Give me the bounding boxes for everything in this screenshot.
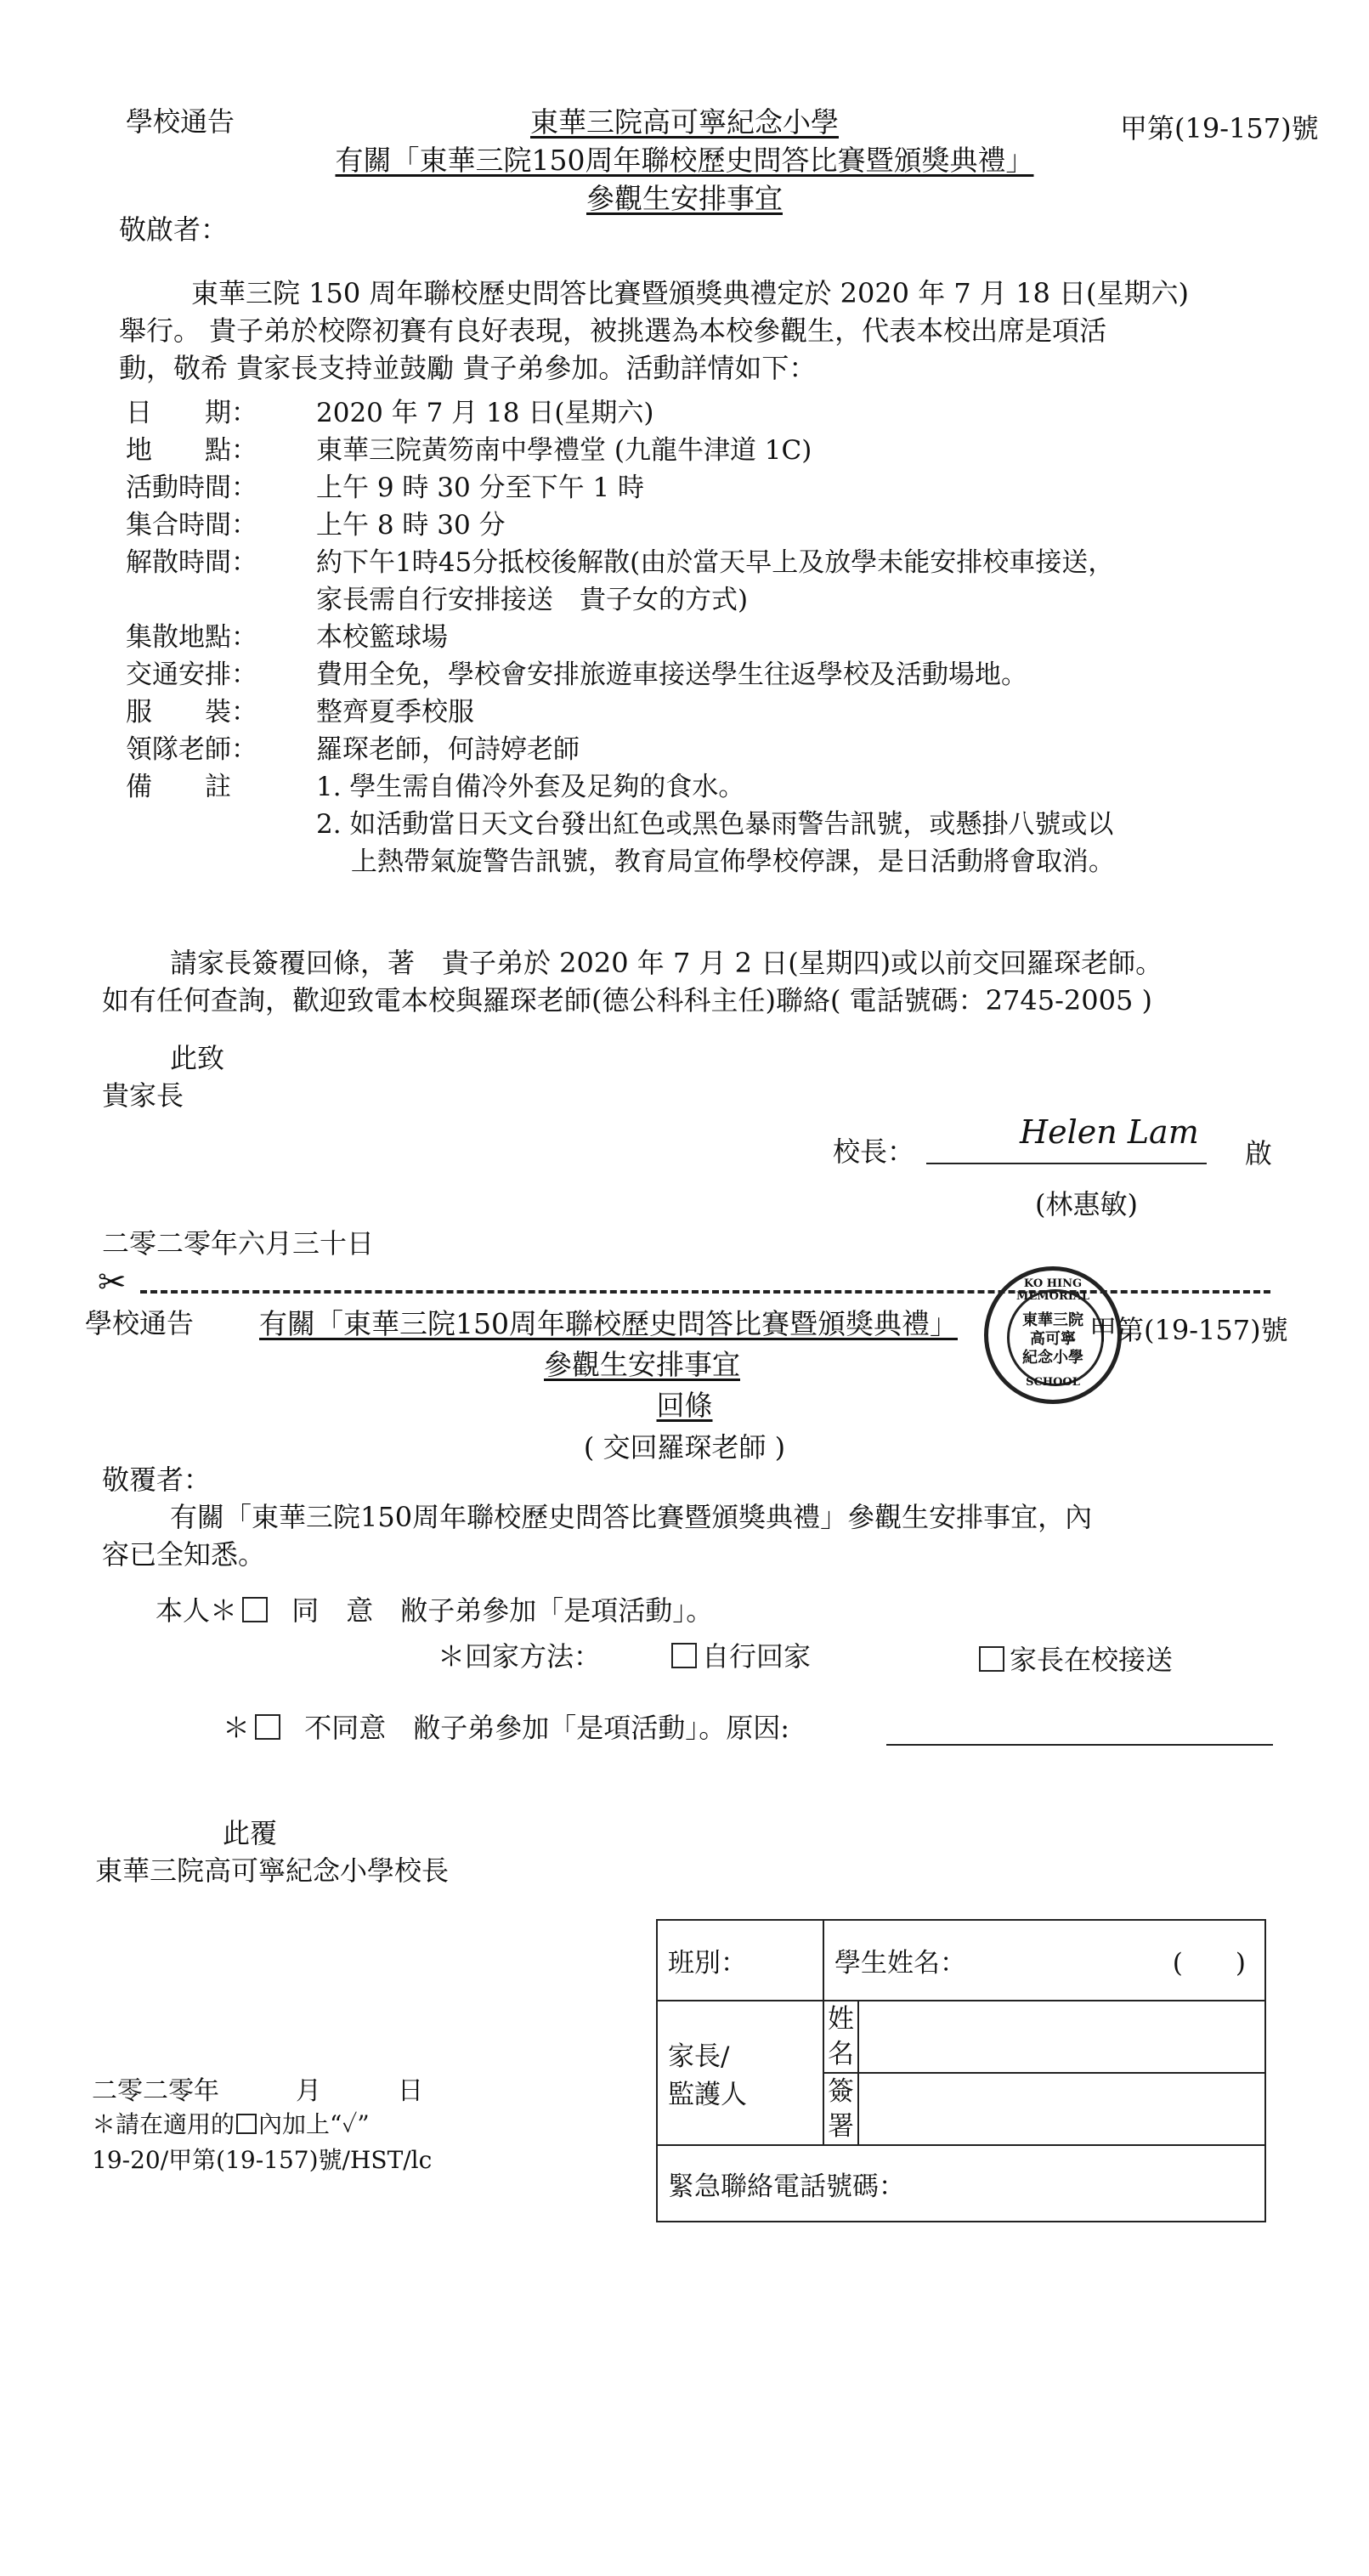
seal-bottom-text: SCHOOL (1026, 1376, 1080, 1389)
guardian-name-field[interactable] (858, 2001, 1265, 2073)
closing-1: 此致 (170, 1042, 225, 1074)
guardian-label-cell (657, 2001, 823, 2145)
notice-date: 二零二零年六月三十日 (102, 1227, 375, 1260)
detail-value: 上午 8 時 30 分 (316, 510, 506, 541)
detail-value: 1. 學生需自備冷外套及足夠的食水。 (316, 772, 745, 802)
reply-closing-1: 此覆 (223, 1817, 278, 1849)
guardian-name-label-cell (823, 2001, 858, 2073)
detail-value: 費用全免，學校會安排旅遊車接送學生往返學校及活動場地。 (316, 660, 1027, 690)
reply-event-title: 有關「東華三院150周年聯校歷史問答比賽暨頒獎典禮」 (259, 1307, 958, 1340)
detail-label: 集合時間： (126, 510, 257, 541)
agree-option (156, 1589, 713, 1628)
table-row (657, 2145, 1265, 2222)
principal-label: 校長： (833, 1135, 915, 1168)
emergency-phone-cell[interactable] (657, 2145, 1265, 2222)
detail-value: 東華三院黃笏南中學禮堂 (九龍牛津道 1C) (316, 435, 812, 466)
principal-name: (林惠敏) (1035, 1188, 1138, 1220)
detail-value: 羅琛老師，何詩婷老師 (316, 734, 580, 765)
note-box-icon (236, 2114, 257, 2134)
seal-center-1: 東華三院 (1022, 1311, 1083, 1329)
return-line-1: 請家長簽覆回條，著 貴子弟於 2020 年 7 月 2 日(星期四)或以前交回羅琛老師。 (170, 947, 1163, 979)
detail-label: 備 註 (126, 772, 231, 802)
name-label-2: 名 (828, 2038, 854, 2069)
notice-subject: 參觀生安排事宜 (586, 182, 783, 215)
note-suffix: 內加上“✓” (258, 2110, 370, 2138)
student-name-label: 學生姓名： (834, 1948, 966, 1979)
agree-prefix: 本人＊ (156, 1594, 238, 1627)
seal-center-2: 高可寧 (1030, 1330, 1076, 1348)
event-title: 有關「東華三院150周年聯校歷史問答比賽暨頒獎典禮」 (335, 144, 1034, 177)
notice-category: 學校通告 (126, 105, 235, 138)
table-row (657, 1920, 1265, 2001)
detail-label: 交通安排： (126, 660, 257, 690)
reply-closing-2: 東華三院高可寧紀念小學校長 (95, 1854, 450, 1887)
detail-label: 地 點： (126, 435, 257, 466)
detail-value: 上熱帶氣旋警告訊號，教育局宣佈學校停課，是日活動將會取消。 (316, 846, 1115, 877)
ack-line-2: 容已全知悉。 (102, 1538, 266, 1571)
reply-slip-title: 回條 (656, 1389, 713, 1422)
salutation: 敬啟者： (119, 213, 229, 246)
table-row (657, 2001, 1265, 2073)
detail-label: 集散地點： (126, 622, 257, 653)
disagree-prefix: ＊ (223, 1712, 251, 1744)
detail-label: 解散時間： (126, 547, 257, 578)
detail-label: 服 裝： (126, 697, 257, 728)
reply-info-table (656, 1919, 1266, 2222)
detail-value: 2020 年 7 月 18 日(星期六) (316, 398, 654, 428)
detail-value: 上午 9 時 30 分至下午 1 時 (316, 473, 645, 503)
detail-label: 活動時間： (126, 473, 257, 503)
reply-category: 學校通告 (85, 1307, 195, 1339)
detail-value: 約下午1時45分抵校後解散(由於當天早上及放學未能安排校車接送， (316, 547, 1115, 578)
closing-2: 貴家長 (102, 1079, 184, 1112)
sign-label-1: 簽 (828, 2076, 854, 2108)
disagree-checkbox[interactable] (255, 1714, 280, 1740)
guardian-sign-label-cell (823, 2073, 858, 2145)
ack-line-1: 有關「東華三院150周年聯校歷史問答比賽暨頒獎典禮」參觀生安排事宜，內 (170, 1501, 1093, 1533)
detail-value: 本校籃球場 (316, 622, 448, 653)
guardian-label-1: 家長/ (668, 2041, 730, 2072)
detail-value: 整齊夏季校服 (316, 697, 474, 728)
self-home-checkbox[interactable] (671, 1643, 697, 1668)
class-cell[interactable] (657, 1920, 823, 2001)
intro-line-1: 東華三院 150 周年聯校歷史問答比賽暨頒獎典禮定於 2020 年 7 月 18 日(星期六) (191, 277, 1189, 309)
self-home-option (666, 1635, 811, 1674)
reply-return-to: ( 交回羅琛老師 ) (583, 1431, 786, 1464)
intro-line-3: 動，敬希 貴家長支持並鼓勵 貴子弟參加。活動詳情如下： (119, 352, 817, 384)
detail-label: 領隊老師： (126, 734, 257, 765)
disagree-option (223, 1707, 789, 1746)
reply-ref-no: 甲第(19-157)號 (1089, 1314, 1288, 1346)
guardian-label-2: 監護人 (668, 2080, 747, 2110)
reply-ref-footer: 19-20/甲第(19-157)號/HST/lc (92, 2146, 433, 2174)
seal-top-text: KO HING MEMORIAL (1015, 1277, 1090, 1303)
parent-pickup-option (974, 1639, 1173, 1678)
reply-date-line: 二零二零年 月 日 (92, 2076, 423, 2106)
signature-line (926, 1163, 1207, 1164)
emergency-phone-label: 緊急聯絡電話號碼： (668, 2171, 905, 2202)
detail-label: 日 期： (126, 398, 257, 428)
agree-text: 同 意 敝子弟參加「是項活動」。 (291, 1594, 714, 1627)
reason-input-line[interactable] (886, 1744, 1273, 1746)
guardian-signature-field[interactable] (858, 2073, 1265, 2145)
seal-center-3: 紀念小學 (1022, 1349, 1083, 1367)
agree-checkbox[interactable] (242, 1597, 268, 1622)
parent-pickup-label: 家長在校接送 (1010, 1644, 1174, 1676)
name-label-1: 姓 (828, 2004, 854, 2035)
school-title: 東華三院高可寧紀念小學 (530, 105, 839, 139)
intro-line-2: 舉行。 貴子弟於校際初賽有良好表現，被挑選為本校參觀生，代表本校出席是項活 (119, 314, 1107, 347)
parent-pickup-checkbox[interactable] (979, 1646, 1004, 1672)
home-method-label: ＊回家方法： (438, 1640, 602, 1673)
student-name-cell[interactable] (823, 1920, 1265, 2001)
reply-salutation: 敬覆者： (102, 1464, 212, 1496)
student-number: ( ) (1172, 1948, 1246, 1979)
note-prefix: ＊請在適用的 (92, 2110, 235, 2138)
principal-signature: Helen Lam (1020, 1113, 1199, 1151)
notice-ref-no: 甲第(19-157)號 (1120, 112, 1319, 144)
class-label: 班別： (668, 1948, 747, 1979)
return-line-2: 如有任何查詢，歡迎致電本校與羅琛老師(德公科科主任)聯絡( 電話號碼：2745-2005 ) (102, 984, 1152, 1016)
principal-suffix: 啟 (1245, 1137, 1273, 1169)
disagree-text: 不同意 敝子弟參加「是項活動」。原因: (304, 1712, 789, 1744)
reply-subject: 參觀生安排事宜 (544, 1348, 740, 1381)
self-home-label: 自行回家 (702, 1640, 812, 1673)
sign-label-2: 署 (828, 2110, 854, 2142)
detail-value: 家長需自行安排接送 貴子女的方式) (316, 585, 749, 615)
scissors-icon: ✂ (98, 1263, 127, 1302)
checkbox-note (92, 2106, 370, 2140)
detail-value: 2. 如活動當日天文台發出紅色或黑色暴雨警告訊號，或懸掛八號或以 (316, 809, 1114, 840)
